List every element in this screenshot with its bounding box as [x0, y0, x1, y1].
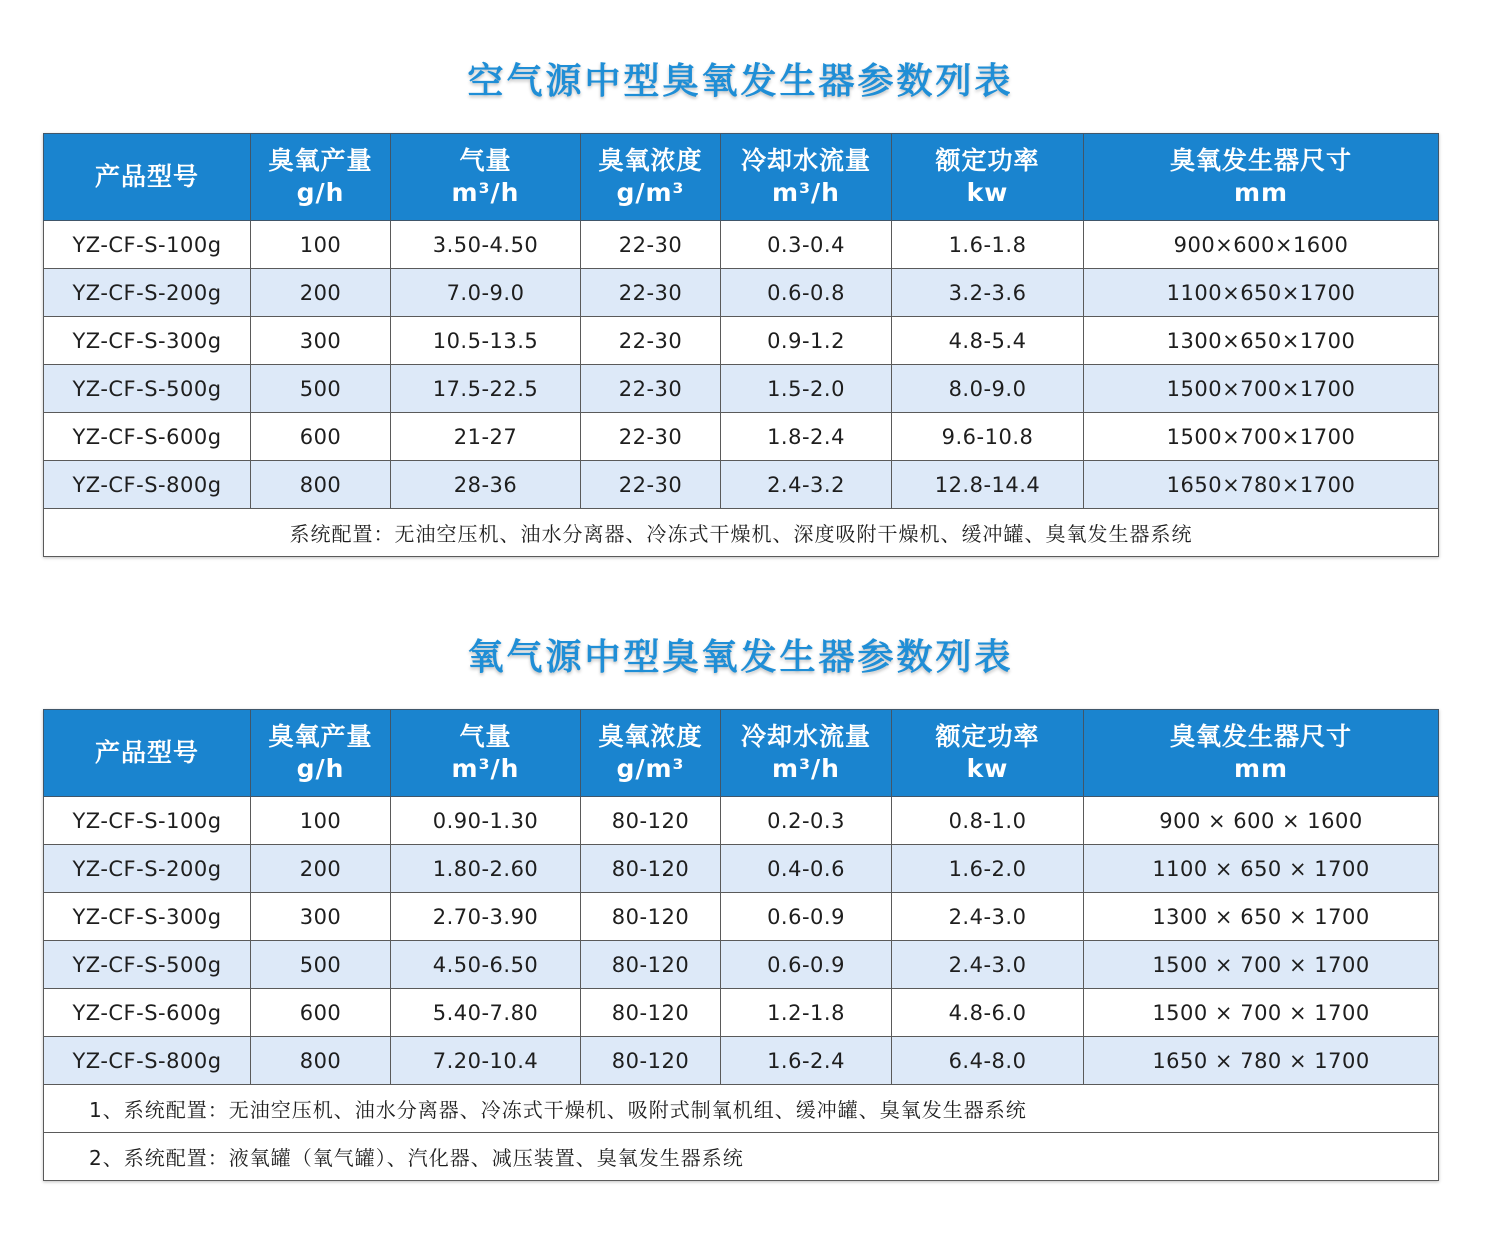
header-ozone-concentration: 臭氧浓度 g/m³ [581, 134, 721, 221]
table-row [44, 941, 1439, 989]
oxygen-source-table-title: 氧气源中型臭氧发生器参数列表 [467, 637, 1014, 678]
cell-dimensions: 1650×780×1700 [1084, 461, 1439, 509]
system-config-note: 2、系统配置：液氧罐（氧气罐）、汽化器、减压装置、臭氧发生器系统 [44, 1133, 1439, 1181]
cell-model: YZ-CF-S-500g [44, 365, 251, 413]
table-row [44, 461, 1439, 509]
cell-cooling-water: 0.6-0.9 [721, 941, 892, 989]
cell-dimensions: 1500×700×1700 [1084, 413, 1439, 461]
cell-power: 6.4-8.0 [892, 1037, 1084, 1085]
cell-ozone-output: 600 [251, 413, 391, 461]
cell-gas-flow: 1.80-2.60 [391, 845, 581, 893]
cell-model: YZ-CF-S-500g [44, 941, 251, 989]
cell-cooling-water: 1.8-2.4 [721, 413, 892, 461]
cell-cooling-water: 1.5-2.0 [721, 365, 892, 413]
cell-concentration: 80-120 [581, 989, 721, 1037]
cell-cooling-water: 0.9-1.2 [721, 317, 892, 365]
cell-power: 2.4-3.0 [892, 893, 1084, 941]
cell-model: YZ-CF-S-300g [44, 893, 251, 941]
header-dimensions: 臭氧发生器尺寸 mm [1084, 134, 1439, 221]
cell-power: 8.0-9.0 [892, 365, 1084, 413]
cell-cooling-water: 0.6-0.8 [721, 269, 892, 317]
cell-ozone-output: 100 [251, 221, 391, 269]
header-gas-flow: 气量 m³/h [391, 134, 581, 221]
cell-ozone-output: 500 [251, 941, 391, 989]
system-config-note: 系统配置：无油空压机、油水分离器、冷冻式干燥机、深度吸附干燥机、缓冲罐、臭氧发生器系统 [44, 509, 1439, 557]
table-row [44, 1037, 1439, 1085]
header-ozone-output: 臭氧产量 g/h [251, 134, 391, 221]
air-source-spec-table [43, 133, 1439, 557]
cell-gas-flow: 10.5-13.5 [391, 317, 581, 365]
header-rated-power: 额定功率 kw [892, 134, 1084, 221]
header-model: 产品型号 [44, 710, 251, 797]
header-ozone-concentration: 臭氧浓度 g/m³ [581, 710, 721, 797]
cell-gas-flow: 17.5-22.5 [391, 365, 581, 413]
cell-concentration: 80-120 [581, 893, 721, 941]
cell-model: YZ-CF-S-600g [44, 413, 251, 461]
cell-concentration: 22-30 [581, 221, 721, 269]
oxygen-source-spec-table [43, 709, 1439, 1181]
cell-model: YZ-CF-S-300g [44, 317, 251, 365]
cell-ozone-output: 300 [251, 317, 391, 365]
table-row [44, 317, 1439, 365]
cell-power: 9.6-10.8 [892, 413, 1084, 461]
cell-dimensions: 1100×650×1700 [1084, 269, 1439, 317]
cell-power: 4.8-6.0 [892, 989, 1084, 1037]
cell-cooling-water: 0.6-0.9 [721, 893, 892, 941]
table-header-row [44, 710, 1439, 797]
cell-gas-flow: 7.0-9.0 [391, 269, 581, 317]
cell-concentration: 80-120 [581, 797, 721, 845]
cell-cooling-water: 1.6-2.4 [721, 1037, 892, 1085]
cell-cooling-water: 0.4-0.6 [721, 845, 892, 893]
table-row [44, 221, 1439, 269]
cell-dimensions: 1300×650×1700 [1084, 317, 1439, 365]
cell-model: YZ-CF-S-100g [44, 221, 251, 269]
cell-concentration: 80-120 [581, 1037, 721, 1085]
table-row [44, 893, 1439, 941]
cell-gas-flow: 5.40-7.80 [391, 989, 581, 1037]
cell-model: YZ-CF-S-100g [44, 797, 251, 845]
air-source-table-title: 空气源中型臭氧发生器参数列表 [467, 61, 1014, 102]
cell-ozone-output: 600 [251, 989, 391, 1037]
header-dimensions: 臭氧发生器尺寸 mm [1084, 710, 1439, 797]
cell-power: 0.8-1.0 [892, 797, 1084, 845]
cell-model: YZ-CF-S-800g [44, 1037, 251, 1085]
header-model: 产品型号 [44, 134, 251, 221]
cell-dimensions: 1100 × 650 × 1700 [1084, 845, 1439, 893]
cell-concentration: 22-30 [581, 413, 721, 461]
cell-concentration: 80-120 [581, 941, 721, 989]
table-row [44, 989, 1439, 1037]
cell-dimensions: 900×600×1600 [1084, 221, 1439, 269]
cell-concentration: 22-30 [581, 365, 721, 413]
cell-dimensions: 900 × 600 × 1600 [1084, 797, 1439, 845]
cell-power: 1.6-2.0 [892, 845, 1084, 893]
cell-dimensions: 1300 × 650 × 1700 [1084, 893, 1439, 941]
cell-gas-flow: 28-36 [391, 461, 581, 509]
cell-dimensions: 1500 × 700 × 1700 [1084, 941, 1439, 989]
table-row [44, 797, 1439, 845]
header-gas-flow: 气量 m³/h [391, 710, 581, 797]
cell-gas-flow: 7.20-10.4 [391, 1037, 581, 1085]
cell-dimensions: 1500×700×1700 [1084, 365, 1439, 413]
header-cooling-water-flow: 冷却水流量 m³/h [721, 134, 892, 221]
cell-power: 1.6-1.8 [892, 221, 1084, 269]
cell-concentration: 22-30 [581, 269, 721, 317]
cell-gas-flow: 4.50-6.50 [391, 941, 581, 989]
cell-concentration: 80-120 [581, 845, 721, 893]
note-row [44, 509, 1439, 557]
cell-model: YZ-CF-S-600g [44, 989, 251, 1037]
table-row [44, 365, 1439, 413]
table-row [44, 413, 1439, 461]
header-cooling-water-flow: 冷却水流量 m³/h [721, 710, 892, 797]
cell-ozone-output: 800 [251, 1037, 391, 1085]
cell-ozone-output: 200 [251, 845, 391, 893]
cell-gas-flow: 0.90-1.30 [391, 797, 581, 845]
cell-ozone-output: 500 [251, 365, 391, 413]
table-row [44, 269, 1439, 317]
cell-ozone-output: 800 [251, 461, 391, 509]
cell-gas-flow: 3.50-4.50 [391, 221, 581, 269]
system-config-note: 1、系统配置：无油空压机、油水分离器、冷冻式干燥机、吸附式制氧机组、缓冲罐、臭氧发生器系统 [44, 1085, 1439, 1133]
cell-concentration: 22-30 [581, 317, 721, 365]
cell-cooling-water: 0.2-0.3 [721, 797, 892, 845]
cell-cooling-water: 0.3-0.4 [721, 221, 892, 269]
cell-concentration: 22-30 [581, 461, 721, 509]
cell-power: 4.8-5.4 [892, 317, 1084, 365]
header-ozone-output: 臭氧产量 g/h [251, 710, 391, 797]
cell-dimensions: 1500 × 700 × 1700 [1084, 989, 1439, 1037]
table-row [44, 845, 1439, 893]
cell-power: 3.2-3.6 [892, 269, 1084, 317]
cell-model: YZ-CF-S-200g [44, 845, 251, 893]
cell-dimensions: 1650 × 780 × 1700 [1084, 1037, 1439, 1085]
note-row [44, 1085, 1439, 1133]
cell-cooling-water: 2.4-3.2 [721, 461, 892, 509]
cell-power: 2.4-3.0 [892, 941, 1084, 989]
cell-gas-flow: 2.70-3.90 [391, 893, 581, 941]
cell-model: YZ-CF-S-800g [44, 461, 251, 509]
cell-model: YZ-CF-S-200g [44, 269, 251, 317]
note-row [44, 1133, 1439, 1181]
header-rated-power: 额定功率 kw [892, 710, 1084, 797]
cell-power: 12.8-14.4 [892, 461, 1084, 509]
cell-ozone-output: 100 [251, 797, 391, 845]
cell-cooling-water: 1.2-1.8 [721, 989, 892, 1037]
cell-gas-flow: 21-27 [391, 413, 581, 461]
cell-ozone-output: 300 [251, 893, 391, 941]
table-header-row [44, 134, 1439, 221]
cell-ozone-output: 200 [251, 269, 391, 317]
